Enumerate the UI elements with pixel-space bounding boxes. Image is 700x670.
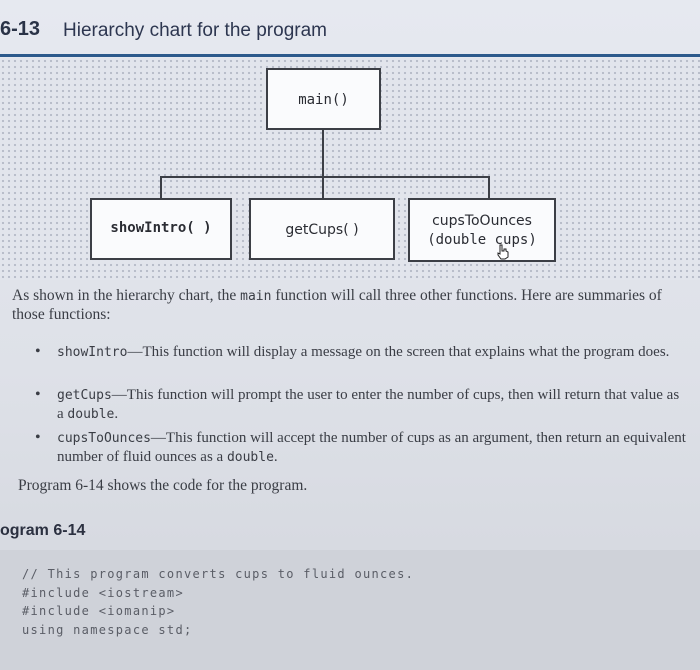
intro-text-2: function will call three other functions. Here are summaries of those functions: <box>12 287 662 323</box>
bullet-code-double: double <box>67 407 115 422</box>
connector-horizontal <box>160 176 490 178</box>
figure-header <box>0 14 700 57</box>
chart-node-get-cups-label: getCups( ) <box>285 222 359 238</box>
intro-text-1: As shown in the hierarchy chart, the <box>12 287 241 304</box>
bullet-code-double: double <box>226 450 274 465</box>
bullet-get-cups <box>35 386 687 424</box>
bullet-name: showIntro <box>57 345 128 360</box>
connector-left-down <box>160 176 162 198</box>
connector-right-down <box>488 176 490 198</box>
connector-middle-down <box>322 176 324 198</box>
intro-paragraph <box>12 287 692 324</box>
bullet-dot-icon: • <box>35 429 41 446</box>
code-line: // This program converts cups to fluid ounces. <box>22 567 415 581</box>
bullet-dot-icon: • <box>35 343 41 360</box>
code-line: using namespace std; <box>22 622 193 637</box>
chart-node-cups-to-ounces <box>408 198 556 262</box>
chart-node-main-label: main() <box>298 92 349 108</box>
connector-main-down <box>322 130 324 176</box>
figure-title: Hierarchy chart for the program <box>63 20 327 41</box>
bullet-cups-to-ounces <box>35 429 687 467</box>
chart-node-show-intro <box>90 198 232 260</box>
chart-node-cups-to-ounces-label: cupsToOunces <box>432 213 532 229</box>
intro-code-main: main <box>240 289 272 304</box>
hand-cursor-icon <box>496 244 510 260</box>
bullet-dot-icon: • <box>35 386 41 403</box>
code-listing <box>22 565 414 639</box>
chart-node-show-intro-label: showIntro( ) <box>110 220 212 236</box>
code-line: #include <iostream> <box>22 585 184 600</box>
bullet-name: getCups <box>57 388 112 403</box>
bullet-name: cupsToOunces <box>57 431 151 446</box>
bullet-text: —This function will prompt the user to enter the number of cups, then will return that value as a <box>57 387 680 422</box>
closing-sentence: Program 6-14 shows the code for the program. <box>18 477 308 494</box>
bullet-text: —This function will accept the number of cups as an argument, then return an equivalent number of fluid ounces as a <box>57 430 686 465</box>
bullet-end: . <box>273 449 278 465</box>
chart-node-main <box>266 68 381 130</box>
figure-number: 6-13 <box>0 18 41 40</box>
bullet-text: —This function will display a message on the screen that explains what the program does. <box>127 344 670 360</box>
bullet-show-intro <box>35 343 687 362</box>
bullet-end: . <box>114 406 119 422</box>
chart-node-cups-to-ounces-param: (double cups) <box>427 232 537 248</box>
chart-node-get-cups <box>249 198 395 260</box>
code-line: #include <iomanip> <box>22 604 176 618</box>
program-label: ogram 6-14 <box>0 522 86 539</box>
